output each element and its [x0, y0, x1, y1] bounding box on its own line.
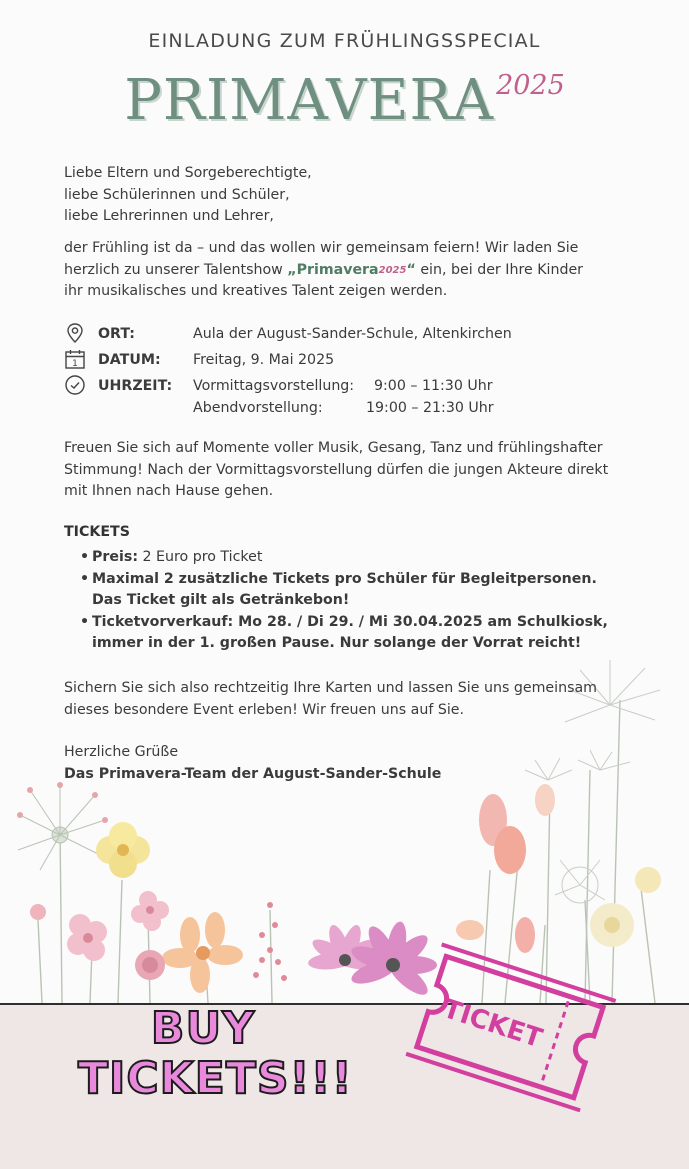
calendar-day: 1	[72, 359, 78, 369]
price-label: Preis:	[92, 549, 138, 565]
price-value: 2 Euro pro Ticket	[138, 549, 263, 565]
tickets-heading: TICKETS	[64, 524, 130, 540]
uhrzeit-label: UHRZEIT:	[98, 378, 173, 394]
presale-line-1: Ticketvorverkauf: Mo 28. / Di 29. / Mi 30.04.2025 am Schulkiosk,	[92, 613, 608, 630]
intro-highlight-year: 2025	[378, 264, 407, 276]
signoff-greeting: Herzliche Grüße	[64, 744, 179, 760]
yellow-flower-icon	[96, 822, 150, 878]
ort-value: Aula der August-Sander-Schule, Altenkirchen	[193, 326, 512, 342]
greeting	[64, 163, 664, 228]
greeting-line-3: liebe Lehrerinnen und Lehrer,	[64, 208, 274, 224]
intro-text-1: der Frühling ist da – und das wollen wir gemeinsam feiern! Wir laden Sie herzlich zu unserer Talentshow	[64, 240, 579, 278]
morning-time: 9:00 – 11:30 Uhr	[374, 378, 493, 394]
datum-value: Freitag, 9. Mai 2025	[193, 352, 335, 368]
evening-label: Abendvorstellung:	[193, 400, 323, 416]
title-year: 2025	[496, 70, 565, 101]
morning-label: Vormittagsvorstellung:	[193, 378, 355, 394]
buy-tickets-sticker[interactable]	[78, 1003, 353, 1104]
buy-line-2: TICKETS!!!	[78, 1053, 353, 1104]
greeting-line-1: Liebe Eltern und Sorgeberechtigte,	[64, 165, 312, 181]
ort-label: ORT:	[98, 326, 135, 342]
clock-check-icon	[64, 374, 86, 396]
header-title	[0, 68, 689, 133]
ticket-max-item	[80, 569, 640, 612]
presale-line-2: immer in der 1. großen Pause. Nur solange der Vorrat reicht!	[92, 635, 582, 651]
pale-yellow-flower-icon	[635, 867, 661, 893]
ticket-icon[interactable]	[395, 935, 625, 1135]
intro-paragraph	[64, 238, 604, 303]
ticket-price-item	[80, 547, 640, 569]
signoff-team: Das Primavera-Team der August-Sander-Schule	[64, 765, 442, 782]
evening-time: 19:00 – 21:30 Uhr	[366, 400, 494, 416]
greeting-line-2: liebe Schülerinnen und Schüler,	[64, 186, 290, 203]
calendar-icon	[64, 348, 86, 370]
datum-label: DATUM:	[98, 352, 161, 368]
ticket-text: TICKET	[439, 994, 546, 1055]
title-primavera: PRIMAVERA	[124, 68, 495, 133]
body-paragraph-2: Freuen Sie sich auf Momente voller Musik, Gesang, Tanz und frühlingshafter Stimmung! Nach der Vormittagsvorstellung dürfen die jungen Akteure direkt mit Ihnen nach Hause gehen.	[64, 440, 609, 499]
intro-text-2: ein, bei der Ihre Kinder ihr musikalisches und kreatives Talent zeigen werden.	[64, 261, 584, 299]
tickets-list	[80, 547, 640, 655]
signoff	[64, 742, 664, 785]
closing-paragraph: Sichern Sie sich also rechtzeitig Ihre Karten und lassen Sie uns gemeinsam dieses besondere Event erleben! Wir freuen uns auf Sie.	[64, 680, 597, 718]
coral-flower-icon	[456, 794, 535, 953]
max-line-1: Maximal 2 zusätzliche Tickets pro Schüler für Begleitpersonen.	[92, 570, 597, 587]
location-pin-icon	[64, 322, 86, 344]
intro-highlight-close: “	[406, 261, 416, 278]
ticket-presale-item	[80, 612, 640, 655]
header-subtitle: EINLADUNG ZUM FRÜHLINGSSPECIAL	[148, 30, 541, 52]
max-line-2: Das Ticket gilt als Getränkebon!	[92, 592, 350, 608]
intro-highlight: „Primavera	[287, 261, 379, 278]
buy-line-1: BUY	[150, 1003, 256, 1054]
dandelion-left-icon	[18, 785, 105, 870]
